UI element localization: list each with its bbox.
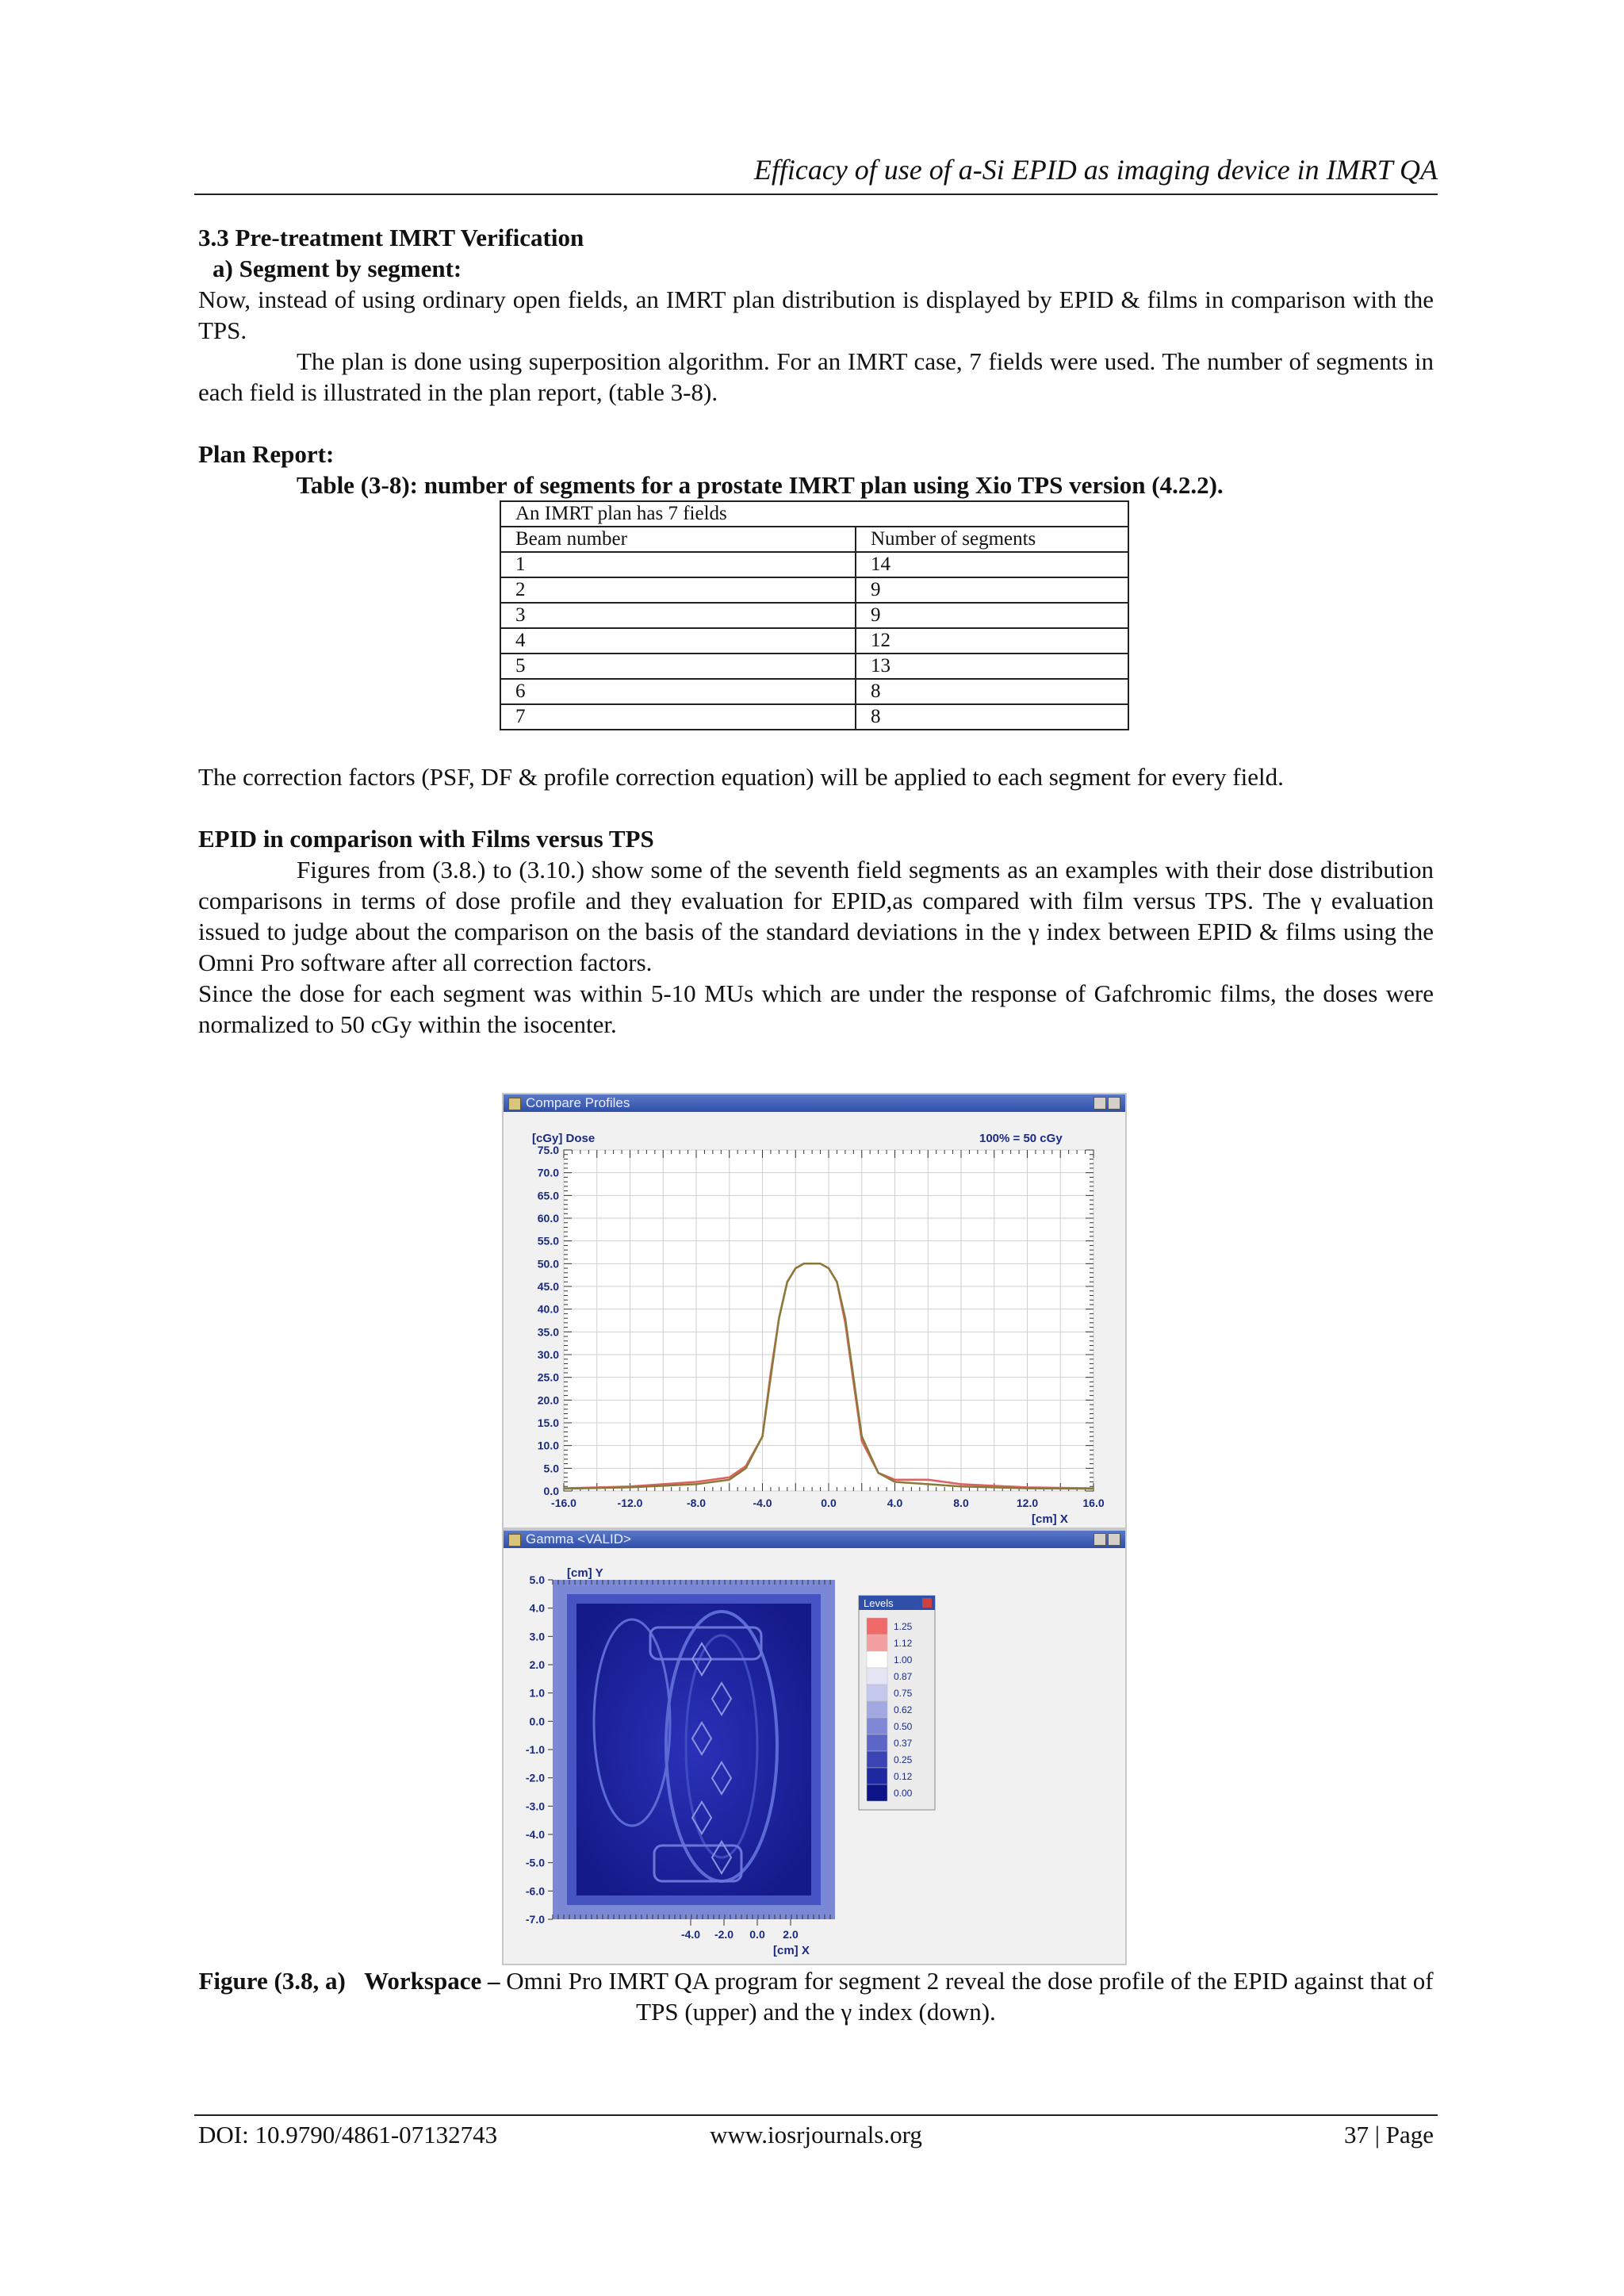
paragraph-3: The correction factors (PSF, DF & profile correction equation) will be applied to each segment for every field.	[198, 763, 1284, 791]
levels-label: 0.87	[894, 1671, 913, 1682]
table-cell: 14	[856, 552, 1128, 577]
app-icon	[508, 1534, 521, 1547]
y-tick-label: 25.0	[537, 1370, 559, 1384]
x-tick-label: 4.0	[887, 1497, 903, 1509]
y-tick-label: 4.0	[529, 1601, 545, 1615]
levels-label: 0.75	[894, 1688, 913, 1699]
subsection-heading: a) Segment by segment:	[213, 255, 462, 282]
y-tick-label: 60.0	[537, 1212, 559, 1225]
levels-close-icon	[922, 1598, 932, 1608]
running-header: Efficacy of use of a-Si EPID as imaging device in IMRT QA	[753, 154, 1438, 186]
epid-heading: EPID in comparison with Films versus TPS	[198, 825, 654, 853]
y-tick-label: 10.0	[537, 1439, 559, 1452]
table-row	[500, 628, 1128, 654]
caption-bold-term: Workspace –	[364, 1967, 500, 1995]
y-tick-label: -3.0	[525, 1800, 545, 1813]
compare-profiles-titlebar	[504, 1094, 1125, 1112]
table-cell: 3	[500, 603, 856, 628]
y-tick-label: 3.0	[529, 1630, 545, 1643]
table-cell: 13	[856, 654, 1128, 679]
y-tick-label: 15.0	[537, 1416, 559, 1429]
x-tick-label: 0.0	[821, 1497, 837, 1509]
levels-swatch	[867, 1718, 887, 1734]
levels-label: 1.25	[894, 1621, 913, 1632]
y-tick-label: 5.0	[529, 1573, 545, 1586]
footer-rule	[194, 2114, 1438, 2116]
x-axis-label: [cm] X	[773, 1944, 810, 1957]
levels-label: 0.62	[894, 1704, 913, 1715]
table-header: Number of segments	[856, 527, 1128, 552]
y-tick-label: 20.0	[537, 1393, 559, 1407]
y-tick-label: 5.0	[543, 1462, 559, 1475]
levels-label: 0.00	[894, 1788, 913, 1799]
levels-swatch	[867, 1668, 887, 1685]
compare-profiles-title: Compare Profiles	[526, 1095, 630, 1110]
y-tick-label: 30.0	[537, 1348, 559, 1361]
gamma-titlebar	[504, 1531, 1125, 1548]
levels-title: Levels	[864, 1597, 894, 1609]
levels-swatch	[867, 1635, 887, 1651]
dose-profile-chart	[504, 1112, 1125, 1527]
x-tick-label: 8.0	[953, 1497, 969, 1509]
x-tick-label: 12.0	[1016, 1497, 1039, 1509]
y-tick-label: 65.0	[537, 1189, 559, 1202]
restore-icon[interactable]	[1094, 1097, 1106, 1110]
plan-report-heading: Plan Report:	[198, 440, 335, 468]
table-caption: Table (3-8): number of segments for a prostate IMRT plan using Xio TPS version (4.2.2).	[297, 471, 1224, 499]
levels-label: 1.12	[894, 1638, 913, 1649]
paragraph-1: Now, instead of using ordinary open fields, an IMRT plan distribution is displayed by EPID & films in comparison with the TPS.	[198, 286, 1434, 344]
levels-swatch	[867, 1751, 887, 1768]
x-tick-label: -2.0	[714, 1928, 734, 1941]
grid	[564, 1150, 1094, 1491]
caption-text: Omni Pro IMRT QA program for segment 2 reveal the dose profile of the EPID against that of TPS (upper) and the γ index (down).	[506, 1967, 1434, 2026]
table-header-row	[500, 527, 1128, 552]
y-tick-label: -4.0	[525, 1828, 545, 1841]
table-cell: 7	[500, 704, 856, 730]
x-axis-label: [cm] X	[1032, 1512, 1068, 1526]
header-rule	[194, 194, 1438, 195]
y-tick-label: 70.0	[537, 1166, 559, 1179]
y-tick-label: 35.0	[537, 1325, 559, 1339]
gamma-map	[504, 1548, 1125, 1964]
x-tick-label: -8.0	[686, 1497, 707, 1509]
x-tick-label: 2.0	[783, 1928, 799, 1941]
table-cell: 5	[500, 654, 856, 679]
app-icon	[508, 1098, 521, 1110]
table-cell: 2	[500, 577, 856, 603]
table-row	[500, 679, 1128, 704]
normalization-annotation: 100% = 50 cGy	[979, 1132, 1063, 1145]
paragraph-4: Figures from (3.8.) to (3.10.) show some of the seventh field segments as an examples with their dose distribution comparisons in terms of dose profile and theγ evaluation for EPID,as compared with film versus TPS. The γ evaluation issued to judge about the comparison on the basis of the standard deviations in the γ index between EPID & films using the Omni Pro software after all correction factors.	[198, 856, 1434, 976]
table-row	[500, 654, 1128, 679]
table-title: An IMRT plan has 7 fields	[500, 501, 1128, 527]
levels-swatch	[867, 1651, 887, 1668]
table-row	[500, 552, 1128, 577]
y-tick-label: 45.0	[537, 1280, 559, 1293]
levels-swatch	[867, 1618, 887, 1635]
close-icon[interactable]	[1108, 1097, 1120, 1110]
levels-swatch	[867, 1784, 887, 1801]
section-heading: 3.3 Pre-treatment IMRT Verification	[198, 224, 584, 251]
table-cell: 8	[856, 704, 1128, 730]
paragraph-5: Since the dose for each segment was within 5-10 MUs which are under the response of Gafchromic films, the doses were normalized to 50 cGy within the isocenter.	[198, 979, 1434, 1038]
table-cell: 9	[856, 577, 1128, 603]
segments-table	[500, 500, 1129, 730]
levels-swatch	[867, 1701, 887, 1718]
y-tick-label: 75.0	[537, 1144, 559, 1156]
restore-icon[interactable]	[1094, 1533, 1106, 1546]
close-icon[interactable]	[1108, 1533, 1120, 1546]
figure-3-8a	[502, 1093, 1127, 1965]
figure-label: Figure (3.8, a)	[198, 1967, 346, 1995]
y-axis-label: [cGy] Dose	[532, 1132, 596, 1145]
x-tick-label: -12.0	[617, 1497, 643, 1509]
levels-label: 0.50	[894, 1721, 913, 1732]
y-tick-label: 40.0	[537, 1302, 559, 1316]
table-cell: 8	[856, 679, 1128, 704]
x-tick-label: -4.0	[680, 1928, 701, 1941]
y-tick-label: -2.0	[525, 1771, 545, 1784]
x-tick-label: -4.0	[753, 1497, 772, 1509]
levels-label: 0.12	[894, 1771, 913, 1782]
y-tick-label: -1.0	[525, 1743, 545, 1756]
body-text	[198, 222, 1434, 1040]
footer-site[interactable]: www.iosrjournals.org	[710, 2121, 922, 2148]
y-tick-label: -7.0	[525, 1913, 545, 1926]
y-tick-label: 0.0	[543, 1485, 559, 1497]
x-tick-label: -16.0	[551, 1497, 576, 1509]
levels-swatch	[867, 1685, 887, 1701]
table-cell: 1	[500, 552, 856, 577]
gamma-title: Gamma <VALID>	[526, 1531, 631, 1547]
table-header: Beam number	[500, 527, 856, 552]
figure-caption	[198, 1965, 1434, 2027]
table-row	[500, 704, 1128, 730]
levels-label: 0.37	[894, 1738, 913, 1749]
y-tick-label: -5.0	[525, 1856, 545, 1869]
y-tick-label: 1.0	[529, 1686, 545, 1700]
levels-swatch	[867, 1768, 887, 1784]
levels-label: 0.25	[894, 1754, 913, 1765]
x-tick-label: 16.0	[1082, 1497, 1105, 1509]
footer-doi: DOI: 10.9790/4861-07132743	[198, 2121, 498, 2148]
paragraph-2: The plan is done using superposition algorithm. For an IMRT case, 7 fields were used. The number of segments in each field is illustrated in the plan report, (table 3-8).	[198, 347, 1434, 406]
y-tick-label: 50.0	[537, 1257, 559, 1271]
footer-page: 37 | Page	[1344, 2121, 1434, 2148]
levels-legend[interactable]	[859, 1596, 935, 1810]
table-cell: 4	[500, 628, 856, 654]
y-tick-label: 0.0	[529, 1715, 545, 1728]
levels-swatch	[867, 1734, 887, 1751]
y-tick-label: 55.0	[537, 1234, 559, 1248]
y-tick-label: -6.0	[525, 1884, 545, 1898]
x-tick-label: 0.0	[749, 1928, 765, 1941]
compare-profiles-window	[502, 1093, 1127, 1529]
gamma-heatmap	[553, 1580, 835, 1919]
table-title-row	[500, 501, 1128, 527]
y-axis-label: [cm] Y	[567, 1566, 603, 1580]
table-row	[500, 577, 1128, 603]
y-tick-label: 2.0	[529, 1658, 545, 1671]
table-cell: 6	[500, 679, 856, 704]
gamma-window	[502, 1529, 1127, 1965]
table-cell: 12	[856, 628, 1128, 654]
table-row	[500, 603, 1128, 628]
levels-label: 1.00	[894, 1654, 913, 1665]
table-cell: 9	[856, 603, 1128, 628]
